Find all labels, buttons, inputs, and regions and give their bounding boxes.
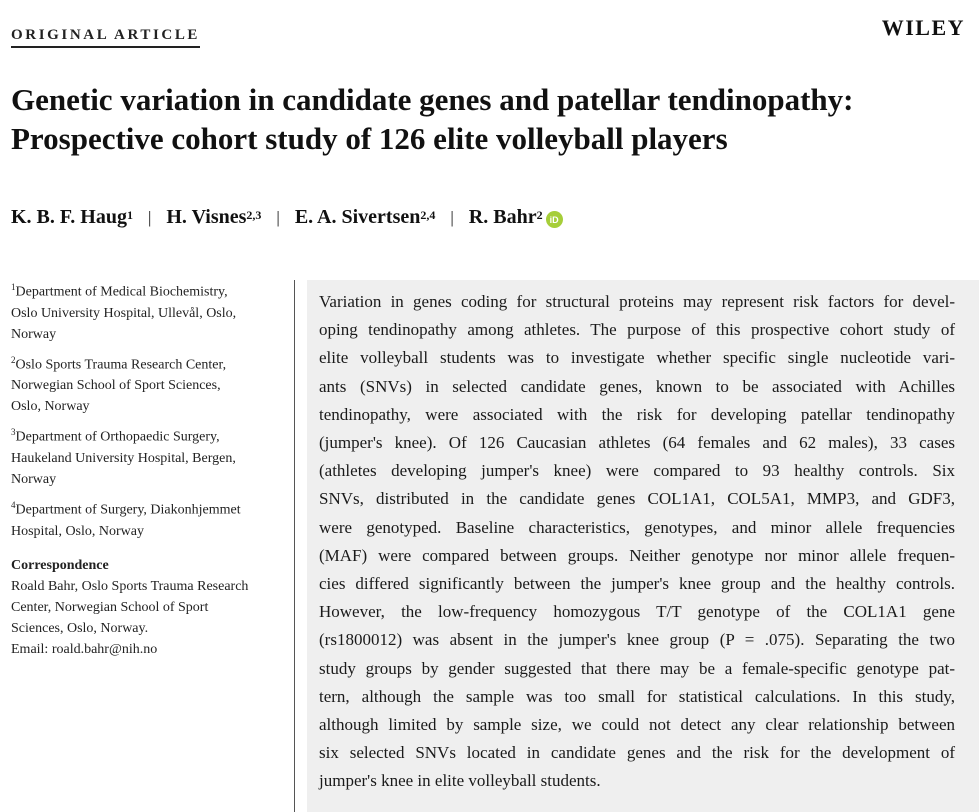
abstract-line: jumper's knee in elite volleyball students. — [319, 771, 601, 791]
affiliation — [11, 277, 283, 345]
author-name[interactable]: K. B. F. Haug — [11, 206, 127, 228]
abstract-line: elite volleyball students was to investigate whether specific single nucleotide vari- — [319, 348, 955, 368]
affiliation-number: 1 — [11, 282, 16, 292]
affiliation — [11, 350, 283, 418]
author-name[interactable]: R. Bahr — [468, 206, 537, 228]
affiliation-line: Department of Medical Biochemistry, — [15, 284, 228, 300]
abstract-line: (rs1800012) was absent in the jumper's knee group (P = .075). Separating the two — [319, 630, 955, 650]
publisher-logo: WILEY — [881, 15, 965, 40]
affiliation-line: Oslo, Norway — [11, 399, 90, 415]
author-separator: | — [276, 207, 280, 227]
section-label: ORIGINAL ARTICLE — [11, 27, 200, 48]
affiliation-line: Haukeland University Hospital, Bergen, — [11, 450, 236, 466]
author-name[interactable]: H. Visnes — [166, 206, 247, 228]
affiliation-number: 4 — [11, 499, 16, 510]
abstract-line: SNVs, distributed in the candidate genes COL1A1, COL5A1, MMP3, and GDF3, — [319, 489, 955, 509]
author-affiliation-ref: 1 — [126, 208, 133, 222]
abstract-line: (jumper's knee). Of 126 Caucasian athletes (64 females and 62 males), 33 cases — [319, 433, 955, 453]
abstract-text — [319, 288, 955, 796]
correspondence-line: Center, Norwegian School of Sport — [11, 599, 209, 615]
affiliation — [11, 495, 283, 542]
abstract-line: cies differed significantly between the jumper's knee group and the healthy controls. — [319, 574, 955, 594]
correspondence-block — [11, 576, 283, 660]
affiliation-line: Oslo University Hospital, Ullevål, Oslo, — [11, 305, 237, 321]
correspondence-email[interactable]: Email: roald.bahr@nih.no — [11, 641, 158, 657]
abstract-line: However, the low-frequency homozygous T/T genotype of the COL1A1 gene — [319, 602, 955, 622]
abstract-line: oping tendinopathy among athletes. The purpose of this prospective cohort study of — [319, 320, 955, 340]
author-name[interactable]: E. A. Sivertsen — [294, 206, 421, 228]
abstract-line: study groups by gender suggested that there may be a female-specific genotype pat- — [319, 658, 955, 678]
affiliation-line: Norway — [11, 471, 57, 487]
abstract-line: Variation in genes coding for structural proteins may represent risk factors for devel- — [319, 292, 955, 311]
column-divider — [294, 280, 295, 812]
author-affiliation-ref: 2 — [536, 208, 543, 222]
author-separator: | — [147, 207, 152, 227]
title-line: Genetic variation in candidate genes and patellar tendinopathy: — [11, 82, 854, 117]
orcid-icon[interactable]: iD — [546, 211, 563, 228]
author-affiliation-ref: 2,4 — [420, 208, 436, 222]
abstract-line: tendinopathy, were associated with the risk for developing patellar tendinopathy — [319, 404, 955, 424]
affiliations-panel — [11, 277, 283, 660]
affiliation-line: Oslo Sports Trauma Research Center, — [15, 357, 227, 373]
abstract-line: although limited by sample size, we could not detect any clear relationship between — [319, 715, 955, 735]
abstract-line: (MAF) were compared between groups. Neither genotype nor minor allele frequen- — [319, 545, 955, 565]
affiliation-line: Norway — [11, 326, 57, 342]
affiliation-line: Norwegian School of Sport Sciences, — [11, 378, 221, 394]
abstract-line: six selected SNVs located in candidate genes and the risk for the development of — [319, 743, 955, 763]
correspondence-line: Roald Bahr, Oslo Sports Trauma Research — [11, 578, 249, 594]
affiliation-line: Department of Orthopaedic Surgery, — [15, 429, 220, 445]
abstract-line: were genotyped. Baseline characteristics, genotypes, and minor allele frequencies — [319, 517, 955, 537]
author-separator: | — [450, 207, 454, 227]
correspondence-line: Sciences, Oslo, Norway. — [11, 620, 149, 636]
correspondence-heading: Correspondence — [11, 557, 109, 573]
abstract-line: tern, although the sample was too small for statistical calculations. In this study, — [319, 686, 955, 706]
author-list — [11, 206, 563, 229]
abstract-box — [307, 280, 979, 812]
author-affiliation-ref: 2,3 — [246, 208, 262, 222]
affiliation — [11, 422, 283, 490]
abstract-line: ants (SNVs) in selected candidate genes, known to be associated with Achilles — [319, 376, 955, 396]
affiliation-line: Hospital, Oslo, Norway — [11, 523, 144, 539]
affiliation-line: Department of Surgery, Diakonhjemmet — [15, 502, 241, 518]
article-title — [11, 80, 971, 158]
affiliation-number: 2 — [11, 354, 16, 365]
title-line: Prospective cohort study of 126 elite volleyball players — [11, 121, 728, 156]
affiliation-number: 3 — [11, 427, 16, 438]
abstract-line: (athletes developing jumper's knee) were compared to 93 healthy controls. Six — [319, 461, 955, 481]
